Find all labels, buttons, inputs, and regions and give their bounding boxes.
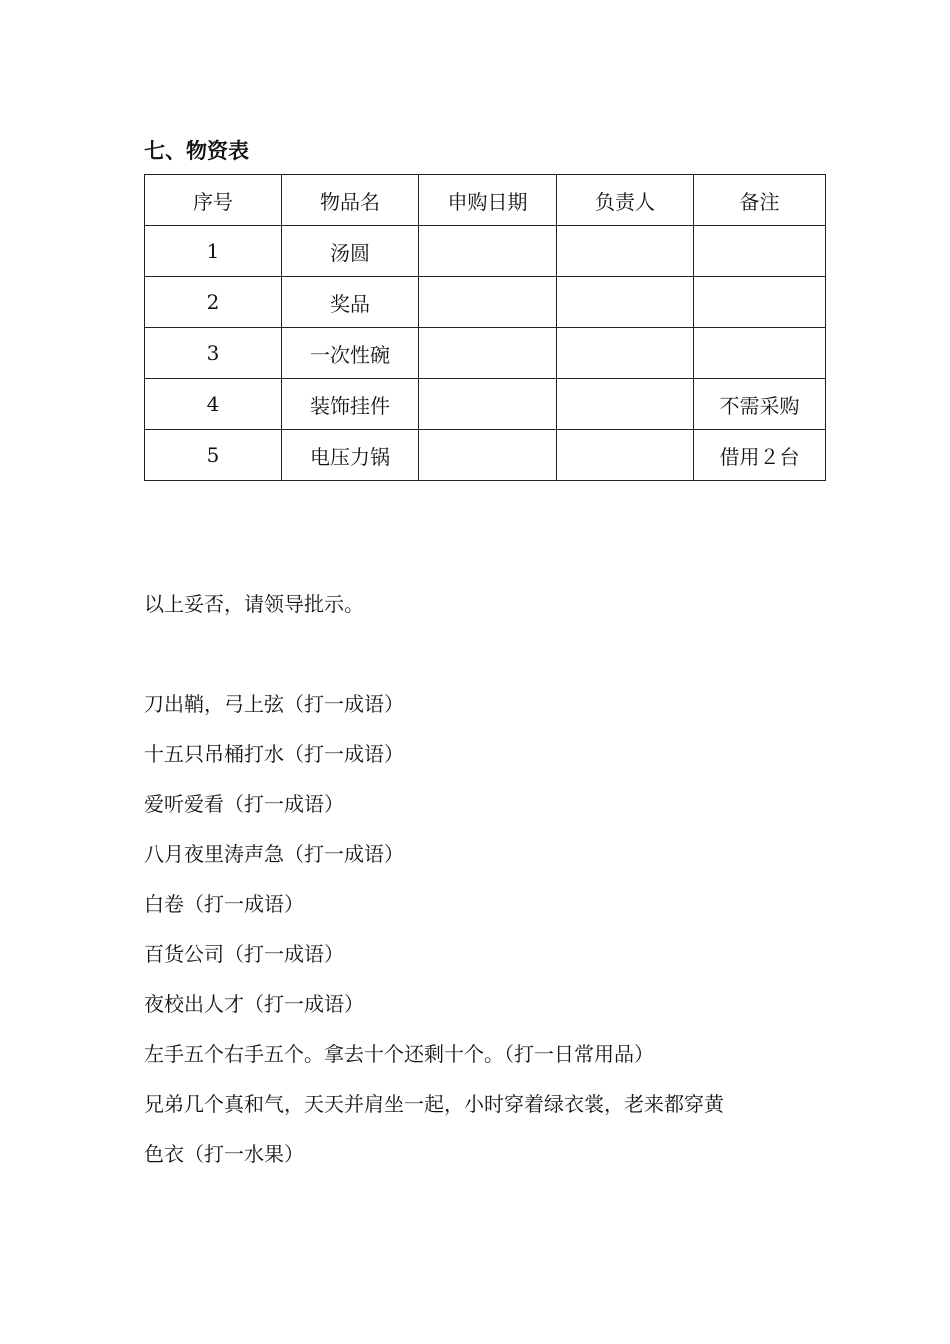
table-cell (557, 328, 694, 379)
table-row (145, 277, 826, 328)
riddle-line: 百货公司（打一成语） (144, 942, 344, 966)
riddle-line: 白卷（打一成语） (144, 892, 304, 916)
header-cell-item-name: 物品名 (282, 175, 419, 226)
table-cell (694, 226, 826, 277)
table-cell: 装饰挂件 (282, 379, 419, 430)
table-cell (419, 226, 557, 277)
riddle-line: 刀出鞘，弓上弦（打一成语） (144, 692, 404, 716)
riddle-line: 夜校出人才（打一成语） (144, 992, 364, 1016)
closing-text: 以上妥否，请领导批示。 (144, 592, 364, 616)
table-cell (419, 430, 557, 481)
supplies-table (144, 174, 826, 481)
table-row (145, 226, 826, 277)
table-cell: 汤圆 (282, 226, 419, 277)
table-cell: 不需采购 (694, 379, 826, 430)
table-cell: 一次性碗 (282, 328, 419, 379)
table-cell (419, 328, 557, 379)
header-cell-purchase-date: 申购日期 (419, 175, 557, 226)
header-cell-index: 序号 (145, 175, 282, 226)
table-cell: 奖品 (282, 277, 419, 328)
table-cell: 借用２台 (694, 430, 826, 481)
riddle-line: 兄弟几个真和气，天天并肩坐一起，小时穿着绿衣裳，老来都穿黄 (144, 1092, 724, 1116)
table-cell (557, 379, 694, 430)
riddle-line: 十五只吊桶打水（打一成语） (144, 742, 404, 766)
riddle-line: 爱听爱看（打一成语） (144, 792, 344, 816)
section-title: 七、物资表 (144, 139, 249, 163)
table-cell: 电压力锅 (282, 430, 419, 481)
table-cell (694, 328, 826, 379)
table-row (145, 328, 826, 379)
table-cell (419, 379, 557, 430)
table-cell: 2 (145, 277, 282, 328)
table-cell (419, 277, 557, 328)
table-cell: 5 (145, 430, 282, 481)
riddle-line: 八月夜里涛声急（打一成语） (144, 842, 404, 866)
table-cell: 1 (145, 226, 282, 277)
header-cell-person-in-charge: 负责人 (557, 175, 694, 226)
header-cell-remarks: 备注 (694, 175, 826, 226)
riddle-line: 色衣（打一水果） (144, 1142, 304, 1166)
table-header-row (145, 175, 826, 226)
table-cell (557, 226, 694, 277)
riddle-line: 左手五个右手五个。拿去十个还剩十个。（打一日常用品） (144, 1042, 654, 1066)
table-row (145, 430, 826, 481)
table-cell: 4 (145, 379, 282, 430)
table-row (145, 379, 826, 430)
table-cell (557, 277, 694, 328)
table-cell (557, 430, 694, 481)
table-cell: 3 (145, 328, 282, 379)
table-cell (694, 277, 826, 328)
